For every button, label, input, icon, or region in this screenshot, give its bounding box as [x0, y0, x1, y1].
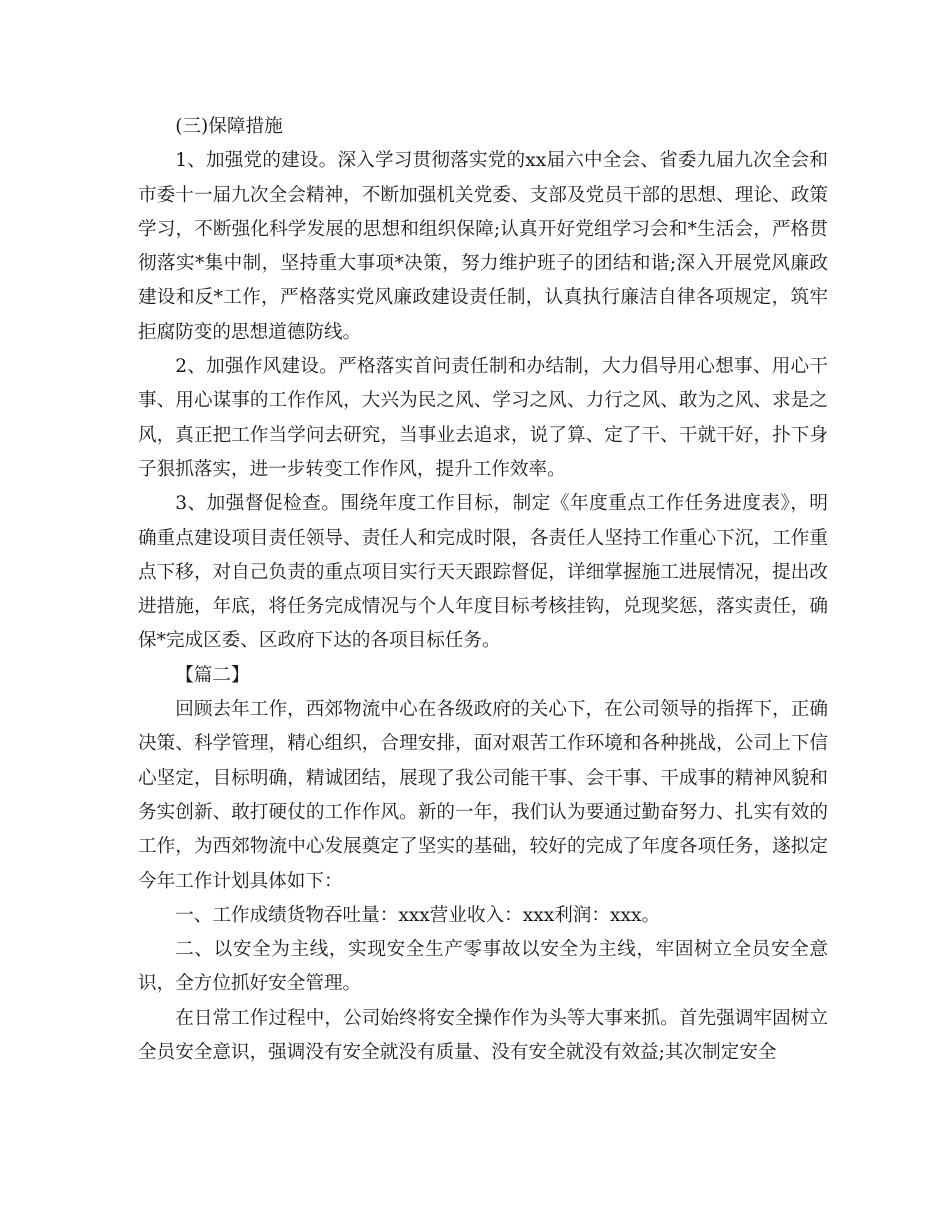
paragraph-safety-mainline: 二、以安全为主线，实现安全生产零事故以安全为主线，牢固树立全员安全意识，全方位抓好安全管理。	[138, 939, 828, 995]
paragraph-work-style: 2、加强作风建设。严格落实首问责任制和办结制，大力倡导用心想事、用心干事、用心谋事的工作作风，大兴为民之风、学习之风、力行之风、敢为之风、求是之风，真正把工作当学问去研究，当事业去追求，说了算、定了干、干就干好，扑下身子狠抓落实，进一步转变工作作风，提升工作效率。	[138, 356, 828, 480]
paragraph-supervision: 3、加强督促检查。围绕年度工作目标，制定《年度重点工作任务进度表》，明确重点建设项目责任领导、责任人和完成时限，各责任人坚持工作重心下沉，工作重点下移，对自己负责的重点项目实行天天跟踪督促，详细掌握施工进展情况，提出改进措施，年底，将任务完成情况与个人年度目标考核挂钩，兑现奖惩，落实责任，确保*完成区委、区政府下达的各项目标任务。	[138, 493, 828, 652]
paragraph-achievements: 一、工作成绩货物吞吐量：xxx营业收入：xxx利润：xxx。	[175, 904, 661, 926]
section-heading-safeguards: (三)保障措施	[175, 116, 283, 137]
paragraph-party-building: 1、加强党的建设。深入学习贯彻落实党的xx届六中全会、省委九届九次全会和市委十一届九次全会精神，不断加强机关党委、支部及党员干部的思想、理论、政策学习，不断强化科学发展的思想和组织保障;认真开好党组学习会和*生活会，严格贯彻落实*集中制，坚持重大事项*决策，努力维护班子的团结和谐;深入开展党风廉政建设和反*工作，严格落实党风廉政建设责任制，认真执行廉洁自律各项规定，筑牢拒腐防变的思想道德防线。	[138, 150, 828, 343]
document-body	[138, 110, 828, 1070]
paragraph-review: 回顾去年工作，西郊物流中心在各级政府的关心下，在公司领导的指挥下，正确决策、科学管理，精心组织，合理安排，面对艰苦工作环境和各种挑战，公司上下信心坚定，目标明确，精诚团结，展现了我公司能干事、会干事、干成事的精神风貌和务实创新、敢打硬仗的工作作风。新的一年，我们认为要通过勤奋努力、扎实有效的工作，为西郊物流中心发展奠定了坚实的基础，较好的完成了年度各项任务，遂拟定今年工作计划具体如下：	[138, 699, 828, 892]
paragraph-daily-safety: 在日常工作过程中，公司始终将安全操作作为头等大事来抓。首先强调牢固树立全员安全意识，强调没有安全就没有质量、没有安全就没有效益;其次制定安全	[138, 1007, 828, 1064]
section-heading-part-two: 【篇二】	[175, 664, 250, 686]
